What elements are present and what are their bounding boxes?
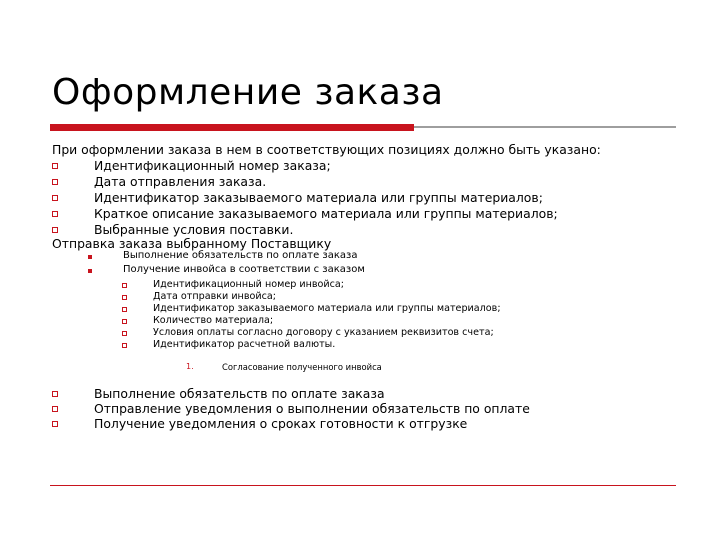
invoice-item-text: Идентификатор расчетной валюты. xyxy=(153,339,336,350)
footer-divider xyxy=(50,485,676,486)
required-item-text: Выбранные условия поставки. xyxy=(94,222,294,237)
final-item-text: Выполнение обязательств по оплате заказа xyxy=(94,386,385,401)
bullet-dot-icon xyxy=(88,255,92,259)
invoice-item-text: Дата отправки инвойса; xyxy=(153,291,276,302)
square-bullet-icon xyxy=(52,163,58,169)
square-bullet-icon xyxy=(122,343,127,348)
square-bullet-icon xyxy=(122,319,127,324)
final-item-text: Получение уведомления о сроках готовности к отгрузке xyxy=(94,416,468,431)
final-item-text: Отправление уведомления о выполнении обязательств по оплате xyxy=(94,401,530,416)
square-bullet-icon xyxy=(52,211,58,217)
square-bullet-icon xyxy=(122,295,127,300)
square-bullet-icon xyxy=(122,283,127,288)
square-bullet-icon xyxy=(52,227,58,233)
sub-item-text: Выполнение обязательств по оплате заказа xyxy=(123,250,358,261)
square-bullet-icon xyxy=(52,406,58,412)
page-title: Оформление заказа xyxy=(52,72,444,113)
square-bullet-icon xyxy=(52,421,58,427)
square-bullet-icon xyxy=(52,179,58,185)
sub-item-text: Получение инвойса в соответствии с заказом xyxy=(123,264,365,275)
required-item-text: Идентификатор заказываемого материала или группы материалов; xyxy=(94,190,543,205)
numbered-item-text: Согласование полученного инвойса xyxy=(222,362,382,372)
invoice-item-text: Количество материала; xyxy=(153,315,274,326)
square-bullet-icon xyxy=(52,195,58,201)
square-bullet-icon xyxy=(122,307,127,312)
required-item-text: Дата отправления заказа. xyxy=(94,174,267,189)
required-item-text: Идентификационный номер заказа; xyxy=(94,158,331,173)
intro-text: При оформлении заказа в нем в соответствующих позициях должно быть указано: xyxy=(52,142,601,157)
send-order-line: Отправка заказа выбранному Поставщику xyxy=(52,236,332,251)
invoice-item-text: Идентификатор заказываемого материала или группы материалов; xyxy=(153,303,501,314)
invoice-item-text: Условия оплаты согласно договору с указанием реквизитов счета; xyxy=(153,327,494,338)
required-item-text: Краткое описание заказываемого материала или группы материалов; xyxy=(94,206,558,221)
title-divider-accent xyxy=(50,124,414,131)
invoice-item-text: Идентификационный номер инвойса; xyxy=(153,279,345,290)
item-number: 1. xyxy=(186,362,194,371)
square-bullet-icon xyxy=(122,331,127,336)
bullet-dot-icon xyxy=(88,269,92,273)
square-bullet-icon xyxy=(52,391,58,397)
